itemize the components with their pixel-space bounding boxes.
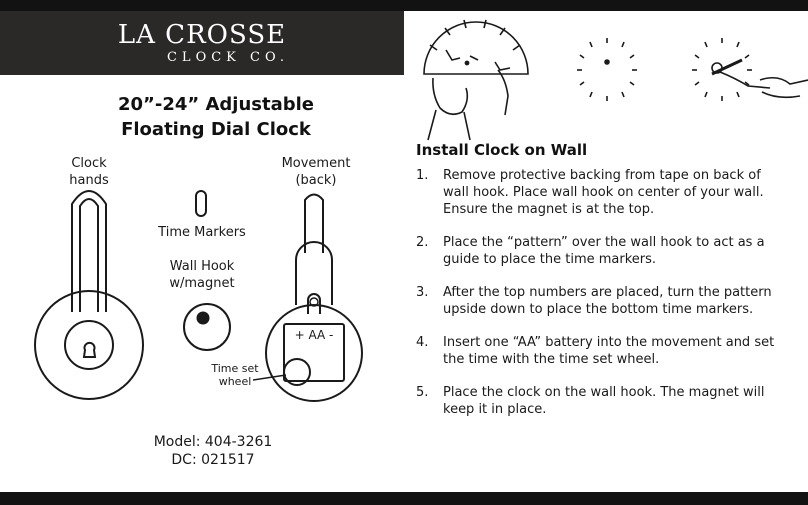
step-text: Insert one “AA” battery into the movement and set the time with the time set wheel.: [443, 335, 775, 367]
clock-hands-illustration: [35, 191, 143, 399]
product-title-line2: Floating Dial Clock: [121, 119, 311, 140]
time-marker-illustration: [196, 191, 206, 216]
install-step: [416, 234, 786, 268]
install-steps-list: [416, 167, 786, 434]
clock-hands-label: [62, 155, 116, 189]
step-number: 3.: [416, 285, 429, 300]
step-number: 4.: [416, 335, 429, 350]
step-text: After the top numbers are placed, turn the pattern upside down to place the bottom time markers.: [443, 285, 772, 317]
install-step: [416, 167, 786, 218]
step-number: 1.: [416, 168, 429, 183]
movement-label: [270, 155, 362, 189]
install-step: [416, 284, 786, 318]
clock-hands-label-line2: hands: [69, 173, 109, 188]
brand-logo-line2: CLOCK CO.: [166, 50, 289, 65]
model-number: Model: 404-3261: [153, 434, 273, 450]
brand-logo-line1: LA CROSSE: [117, 20, 287, 50]
bottom-border-bar: [0, 492, 808, 505]
pattern-placement-illustration: [424, 20, 528, 140]
magnet-dot: [197, 312, 210, 325]
time-set-wheel-label-line2: wheel: [218, 375, 252, 388]
step-text: Place the “pattern” over the wall hook to act as a guide to place the time markers.: [443, 235, 765, 267]
dc-code: DC: 021517: [171, 452, 255, 468]
movement-label-line1: Movement: [281, 156, 351, 171]
wall-hook-illustration: [184, 304, 230, 350]
product-title-line1: 20”-24” Adjustable: [117, 94, 315, 115]
movement-label-line2: (back): [295, 173, 337, 188]
wall-hook-label-line2: w/magnet: [169, 276, 235, 291]
time-markers-label: Time Markers: [158, 225, 246, 240]
step-number: 2.: [416, 235, 429, 250]
install-heading: Install Clock on Wall: [416, 141, 588, 159]
clock-hands-placement-illustration: [692, 38, 808, 101]
movement-illustration: [253, 195, 362, 402]
wall-hook-label-line1: Wall Hook: [169, 259, 235, 274]
model-info: [120, 433, 306, 469]
wall-hook-label: [150, 258, 254, 292]
time-set-wheel-label-line1: Time set: [211, 362, 259, 375]
step-text: Remove protective backing from tape on back of wall hook. Place wall hook on center of your wall. Ensure the magnet is at the top.: [443, 168, 764, 217]
step-text: Place the clock on the wall hook. The magnet will keep it in place.: [443, 385, 765, 417]
install-illustrations: [0, 0, 808, 160]
time-set-wheel-label: [203, 362, 267, 388]
markers-circle-illustration: [577, 38, 637, 101]
install-step: [416, 334, 786, 368]
battery-label: + AA -: [294, 328, 334, 342]
clock-hands-label-line1: Clock: [71, 156, 107, 171]
step-number: 5.: [416, 385, 429, 400]
install-step: [416, 384, 786, 418]
